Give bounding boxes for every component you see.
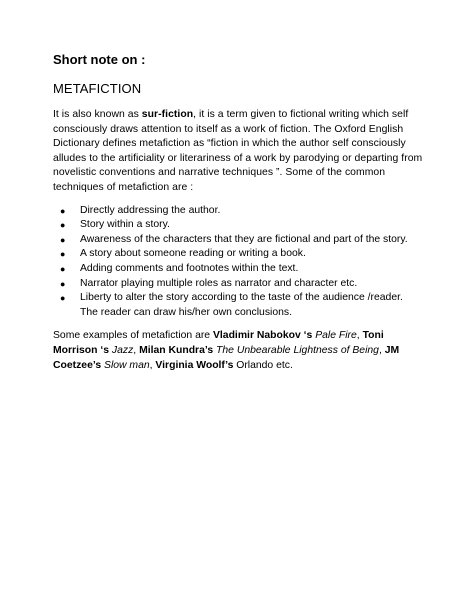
work-jazz: Jazz	[111, 344, 134, 356]
list-item	[53, 247, 425, 262]
list-item-text: Story within a story.	[80, 219, 170, 231]
short-note-heading: Short note on :	[53, 52, 146, 67]
list-item-text-line-1: Liberty to alter the story according to the taste of the audience /reader.	[80, 292, 403, 304]
list-item	[53, 204, 425, 219]
author-nabokov: Vladimir Nabokov ‘s	[212, 330, 313, 342]
examples-lead: Some examples of metafiction are	[53, 330, 213, 342]
intro-paragraph	[53, 108, 425, 196]
list-item-text-line-2: The reader can draw his/her own conclusions.	[80, 306, 292, 318]
list-item-text: Awareness of the characters that they are fictional and part of the story.	[80, 233, 408, 245]
work-unbearable-lightness: The Unbearable Lightness of Being	[216, 344, 379, 356]
intro-text-start: It is also known as	[53, 109, 142, 120]
list-item	[53, 277, 425, 292]
bullet-icon: ●	[60, 263, 66, 274]
bullet-icon: ●	[60, 220, 66, 231]
list-item-text: Adding comments and footnotes within the text.	[80, 262, 299, 274]
bullet-icon: ●	[60, 293, 66, 304]
document-page	[53, 52, 425, 373]
examples-paragraph: Some examples of metafiction are Vladimir Nabokov ‘s Pale Fire, Toni Morrison ‘s Jazz, Milan Kundra’s The Unbearable Lightness of Being, JM Coetzee’s Slow man, Virginia Woolf’s Orlando etc.	[53, 330, 400, 371]
list-item	[53, 233, 425, 248]
list-item-text: A story about someone reading or writing a book.	[80, 248, 306, 260]
author-morrison: Toni Morrison ‘s	[53, 330, 384, 356]
work-pale-fire: Pale Fire	[315, 330, 357, 342]
list-item	[53, 218, 425, 233]
techniques-list	[53, 204, 425, 321]
bullet-icon: ●	[60, 205, 66, 216]
author-coetzee: JM Coetzee’s	[53, 344, 400, 371]
work-orlando: Orlando etc.	[236, 359, 293, 371]
list-item-text: Narrator playing multiple roles as narrator and character etc.	[80, 277, 358, 289]
list-item-text: Directly addressing the author.	[80, 204, 221, 216]
work-slow-man: Slow man	[104, 359, 150, 371]
author-woolf: Virginia Woolf’s	[155, 359, 234, 371]
bullet-icon: ●	[60, 249, 66, 260]
intro-text-rest: , it is a term given to fictional writing which self consciously draws attention to itself as a work of fiction. The Oxford English Dictionary defines metafiction as “fiction in which the author self consciously alludes to the artificiality or literariness of a work by parodying or departing from novelistic conventions and narrative techniques ”. Some of the common techniques of metafiction are :	[53, 109, 423, 193]
page-title: METAFICTION	[53, 81, 142, 96]
author-kundra: Milan Kundra’s	[139, 344, 214, 356]
bullet-icon: ●	[60, 234, 66, 245]
intro-bold-term: sur-fiction	[141, 109, 194, 120]
list-item	[53, 262, 425, 277]
list-item	[53, 291, 425, 320]
bullet-icon: ●	[60, 278, 66, 289]
